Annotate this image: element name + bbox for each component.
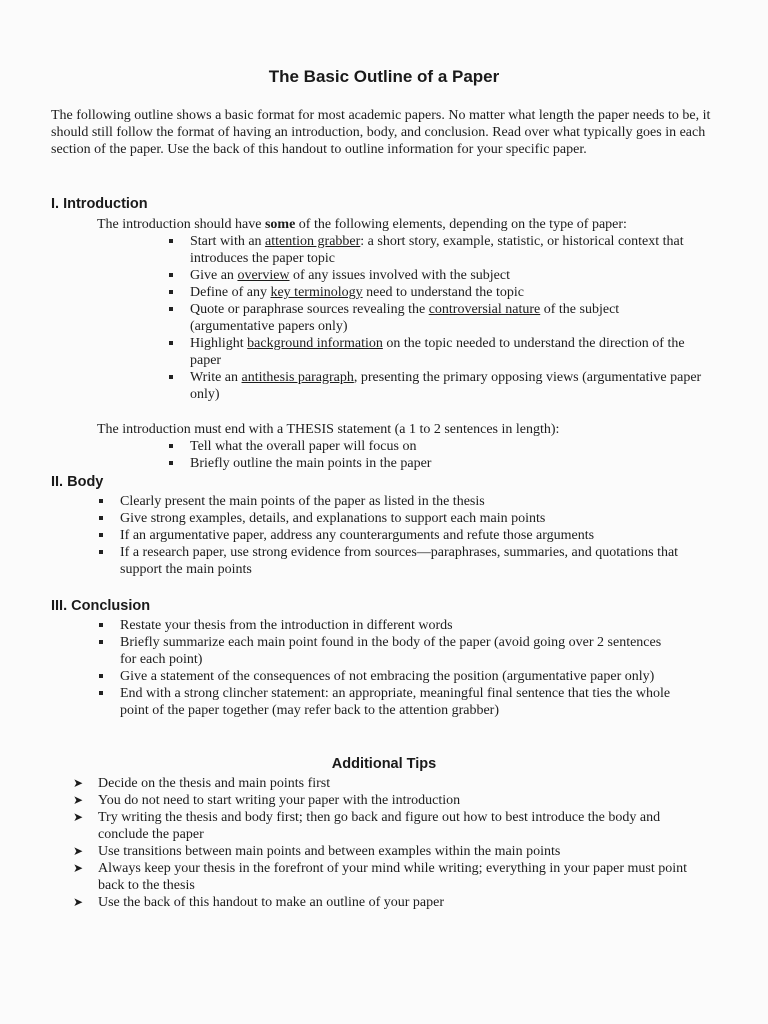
section-heading-conclusion: III. Conclusion <box>51 598 151 614</box>
introduction-lead-text-end: of the following elements, depending on the type of paper: <box>295 217 627 232</box>
intro-paragraph: The following outline shows a basic format for most academic papers. No matter what length the paper needs to be, it should still follow the format of having an introduction, body, and conclusion. Read over what typically goes in each section of the paper. Use the back of this handout to outline information for your specific paper. <box>51 108 711 157</box>
item-key-term: attention grabber <box>265 234 361 249</box>
list-item <box>73 809 708 843</box>
arrow-bullet-icon: ➤ <box>73 895 84 909</box>
list-item: If an argumentative paper, address any counterarguments and refute those arguments <box>120 527 680 544</box>
tips-list <box>73 775 708 911</box>
tip-text: Try writing the thesis and body first; then go back and figure out how to best introduce the body and conclude the paper <box>98 810 661 842</box>
list-item: Briefly summarize each main point found in the body of the paper (avoid going over 2 sentences for each point) <box>120 634 680 668</box>
introduction-lead-text: The introduction should have <box>97 217 265 232</box>
item-key-term: key terminology <box>270 285 363 300</box>
list-item <box>190 284 705 301</box>
thesis-list <box>190 438 705 472</box>
list-item <box>73 775 708 792</box>
list-item <box>190 267 705 284</box>
arrow-bullet-icon: ➤ <box>73 861 84 875</box>
arrow-bullet-icon: ➤ <box>73 810 84 824</box>
item-text: , presenting the primary opposing views (argumentative paper only) <box>190 370 702 402</box>
item-text: : a short story, example, statistic, or historical context that introduces the paper topic <box>190 234 684 266</box>
list-item: Tell what the overall paper will focus on <box>190 438 705 455</box>
item-text: need to understand the topic <box>362 285 524 300</box>
item-key-term: controversial nature <box>428 302 541 317</box>
section-heading-body: II. Body <box>51 474 104 490</box>
section-heading-introduction: I. Introduction <box>51 196 148 212</box>
item-text: Start with an <box>190 234 266 249</box>
list-item: Restate your thesis from the introduction in different words <box>120 617 680 634</box>
item-text: of any issues involved with the subject <box>289 268 510 283</box>
introduction-elements-list <box>190 233 705 403</box>
list-item <box>190 233 705 267</box>
item-text: Write an <box>190 370 242 385</box>
section-heading-tips: Additional Tips <box>331 756 437 772</box>
arrow-bullet-icon: ➤ <box>73 844 84 858</box>
item-text: Quote or paraphrase sources revealing the <box>190 302 429 317</box>
tip-text: Always keep your thesis in the forefront of your mind while writing; everything in your paper must point back to the thesis <box>98 861 688 893</box>
tip-text: You do not need to start writing your paper with the introduction <box>98 793 461 808</box>
item-key-term: antithesis paragraph <box>241 370 354 385</box>
introduction-lead-emphasis: some <box>264 217 296 232</box>
tip-text: Decide on the thesis and main points first <box>98 776 331 791</box>
list-item <box>73 792 708 809</box>
list-item: Give a statement of the consequences of not embracing the position (argumentative paper only) <box>120 668 680 685</box>
item-text: on the topic needed to understand the direction of the paper <box>190 336 685 368</box>
item-text: Highlight <box>190 336 248 351</box>
body-list <box>120 493 680 578</box>
introduction-lead <box>97 216 717 233</box>
list-item: Give strong examples, details, and explanations to support each main points <box>120 510 680 527</box>
list-item <box>73 894 708 911</box>
list-item <box>190 369 705 403</box>
list-item: Clearly present the main points of the paper as listed in the thesis <box>120 493 680 510</box>
arrow-bullet-icon: ➤ <box>73 776 84 790</box>
item-key-term: overview <box>237 268 290 283</box>
tip-text: Use transitions between main points and between examples within the main points <box>98 844 561 859</box>
list-item <box>190 301 705 335</box>
list-item: Briefly outline the main points in the paper <box>190 455 705 472</box>
list-item <box>73 860 708 894</box>
page-title: The Basic Outline of a Paper <box>268 67 500 86</box>
item-text: Define of any <box>190 285 271 300</box>
list-item: If a research paper, use strong evidence from sources—paraphrases, summaries, and quotations that support the main points <box>120 545 679 577</box>
conclusion-list <box>120 617 680 719</box>
tip-text: Use the back of this handout to make an outline of your paper <box>98 895 445 910</box>
list-item <box>190 335 705 369</box>
list-item: End with a strong clincher statement: an appropriate, meaningful final sentence that ties the whole point of the paper together (may refer back to the attention grabber) <box>120 685 680 719</box>
item-text: Give an <box>190 268 238 283</box>
thesis-lead: The introduction must end with a THESIS statement (a 1 to 2 sentences in length): <box>97 422 560 437</box>
list-item <box>73 843 708 860</box>
arrow-bullet-icon: ➤ <box>73 793 84 807</box>
item-text: of the subject (argumentative papers only) <box>190 302 620 334</box>
item-key-term: background information <box>247 336 383 351</box>
